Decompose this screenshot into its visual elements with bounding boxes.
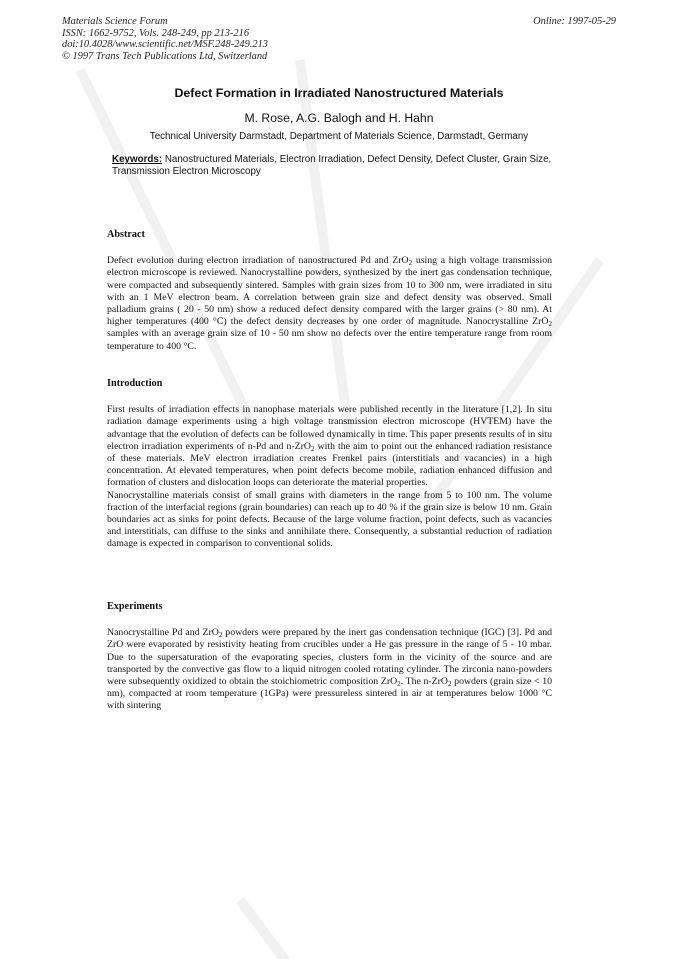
introduction-heading: Introduction	[107, 378, 163, 389]
abstract-text: Defect evolution during electron irradiation of nanostructured Pd and ZrO$_2$ using a high voltage transmission electron microscope is reviewed. Nanocrystalline powders, synthesized by the inert gas condensation technique, were compacted and subsequently sintered. Samples with grain sizes from 10 to 300 nm, were irradiated in situ with an 1 MeV electron beam. A correlation between grain size and defect density was observed. Small palladium grains ( 20 - 50 nm) show a reduced defect density compared with the larger grains (> 80 nm). At higher temperatures (400 °C) the defect density decreases by one order of magnitude. Nanocrystalline ZrO$_2$ samples with an average grain size of 10 - 50 nm show no defects over the entire temperature range from room temperature to 400 °C.	[107, 255, 553, 352]
keywords-text: Nanostructured Materials, Electron Irradiation, Defect Density, Defect Cluster, Grain Size, Transmission Electron Microscopy	[112, 154, 552, 177]
paper-authors: M. Rose, A.G. Balogh and H. Hahn	[244, 111, 434, 125]
introduction-paragraph-2: Nanocrystalline materials consist of small grains with diameters in the range from 5 to 100 nm. The volume fraction of the interfacial regions (grain boundaries) can reach up to 40 % if the grain size is below 10 nm. Grain boundaries act as sinks for point defects. Because of the large volume fraction, point defects, such as vacancies and interstitials, can diffuse to the sinks and annihilate there. Consequently, a substantial reduction of radiation damage is expected in comparison to conventional solids.	[107, 489, 552, 550]
experiments-paragraph-1: Nanocrystalline Pd and ZrO$_2$ powders were prepared by the inert gas condensation technique (IGC) [3]. Pd and ZrO were evaporated by resistivity heating from crucibles under a He gas pressure in the range of 5 - 10 mbar. Due to the supersaturation of the evaporating species, clusters form in the vicinity of the source and are transported by the convective gas flow to a liquid nitrogen cooled rotating cylinder. The zirconia nano-powders were subsequently oxidized to obtain the stoichiometric composition ZrO$_2$. The n-ZrO$_2$ powders (grain size < 10 nm), compacted at room temperature (1GPa) were pressureless sintered in air at temperatures below 1000 °C with sintering	[107, 627, 552, 712]
issn-line: ISSN: 1662-9752, Vols. 248-249, pp 213-216	[62, 27, 250, 39]
paper-title: Defect Formation in Irradiated Nanostructured Materials	[174, 86, 504, 100]
online-date: Online: 1997-05-29	[533, 16, 616, 27]
copyright-line: © 1997 Trans Tech Publications Ltd, Switzerland	[62, 50, 268, 62]
abstract-heading: Abstract	[107, 229, 145, 240]
doi-line[interactable]: doi:10.4028/www.scientific.net/MSF.248-249.213	[62, 39, 268, 51]
keywords-block	[112, 154, 564, 178]
abstract-section	[107, 229, 552, 353]
keywords-label: Keywords:	[112, 154, 163, 165]
experiments-section	[107, 601, 552, 713]
introduction-paragraph-1: First results of irradiation effects in nanophase materials were published recently in the literature [1,2]. In situ radiation damage experiments using a high voltage transmission electron microscope (HVTEM) have the advantage that the evolution of defects can be followed dynamically in time. This paper presents results of in situ electron irradiation experiments of n-Pd and n-ZrO$_2$ with the aim to point out the enhanced radiation resistance of these materials. MeV electron irradiation creates Frenkel pairs (interstitials and vacancies) in a high concentration. At elevated temperatures, when point defects become mobile, radiation enhanced diffusion and formation of clusters and dislocation loops can deteriorate the material properties.	[107, 404, 552, 489]
introduction-section	[107, 378, 552, 551]
paper-affiliation: Technical University Darmstadt, Department of Materials Science, Darmstadt, Germany	[149, 131, 529, 142]
journal-header	[62, 16, 268, 62]
journal-name: Materials Science Forum	[62, 16, 168, 27]
experiments-heading: Experiments	[107, 601, 163, 612]
